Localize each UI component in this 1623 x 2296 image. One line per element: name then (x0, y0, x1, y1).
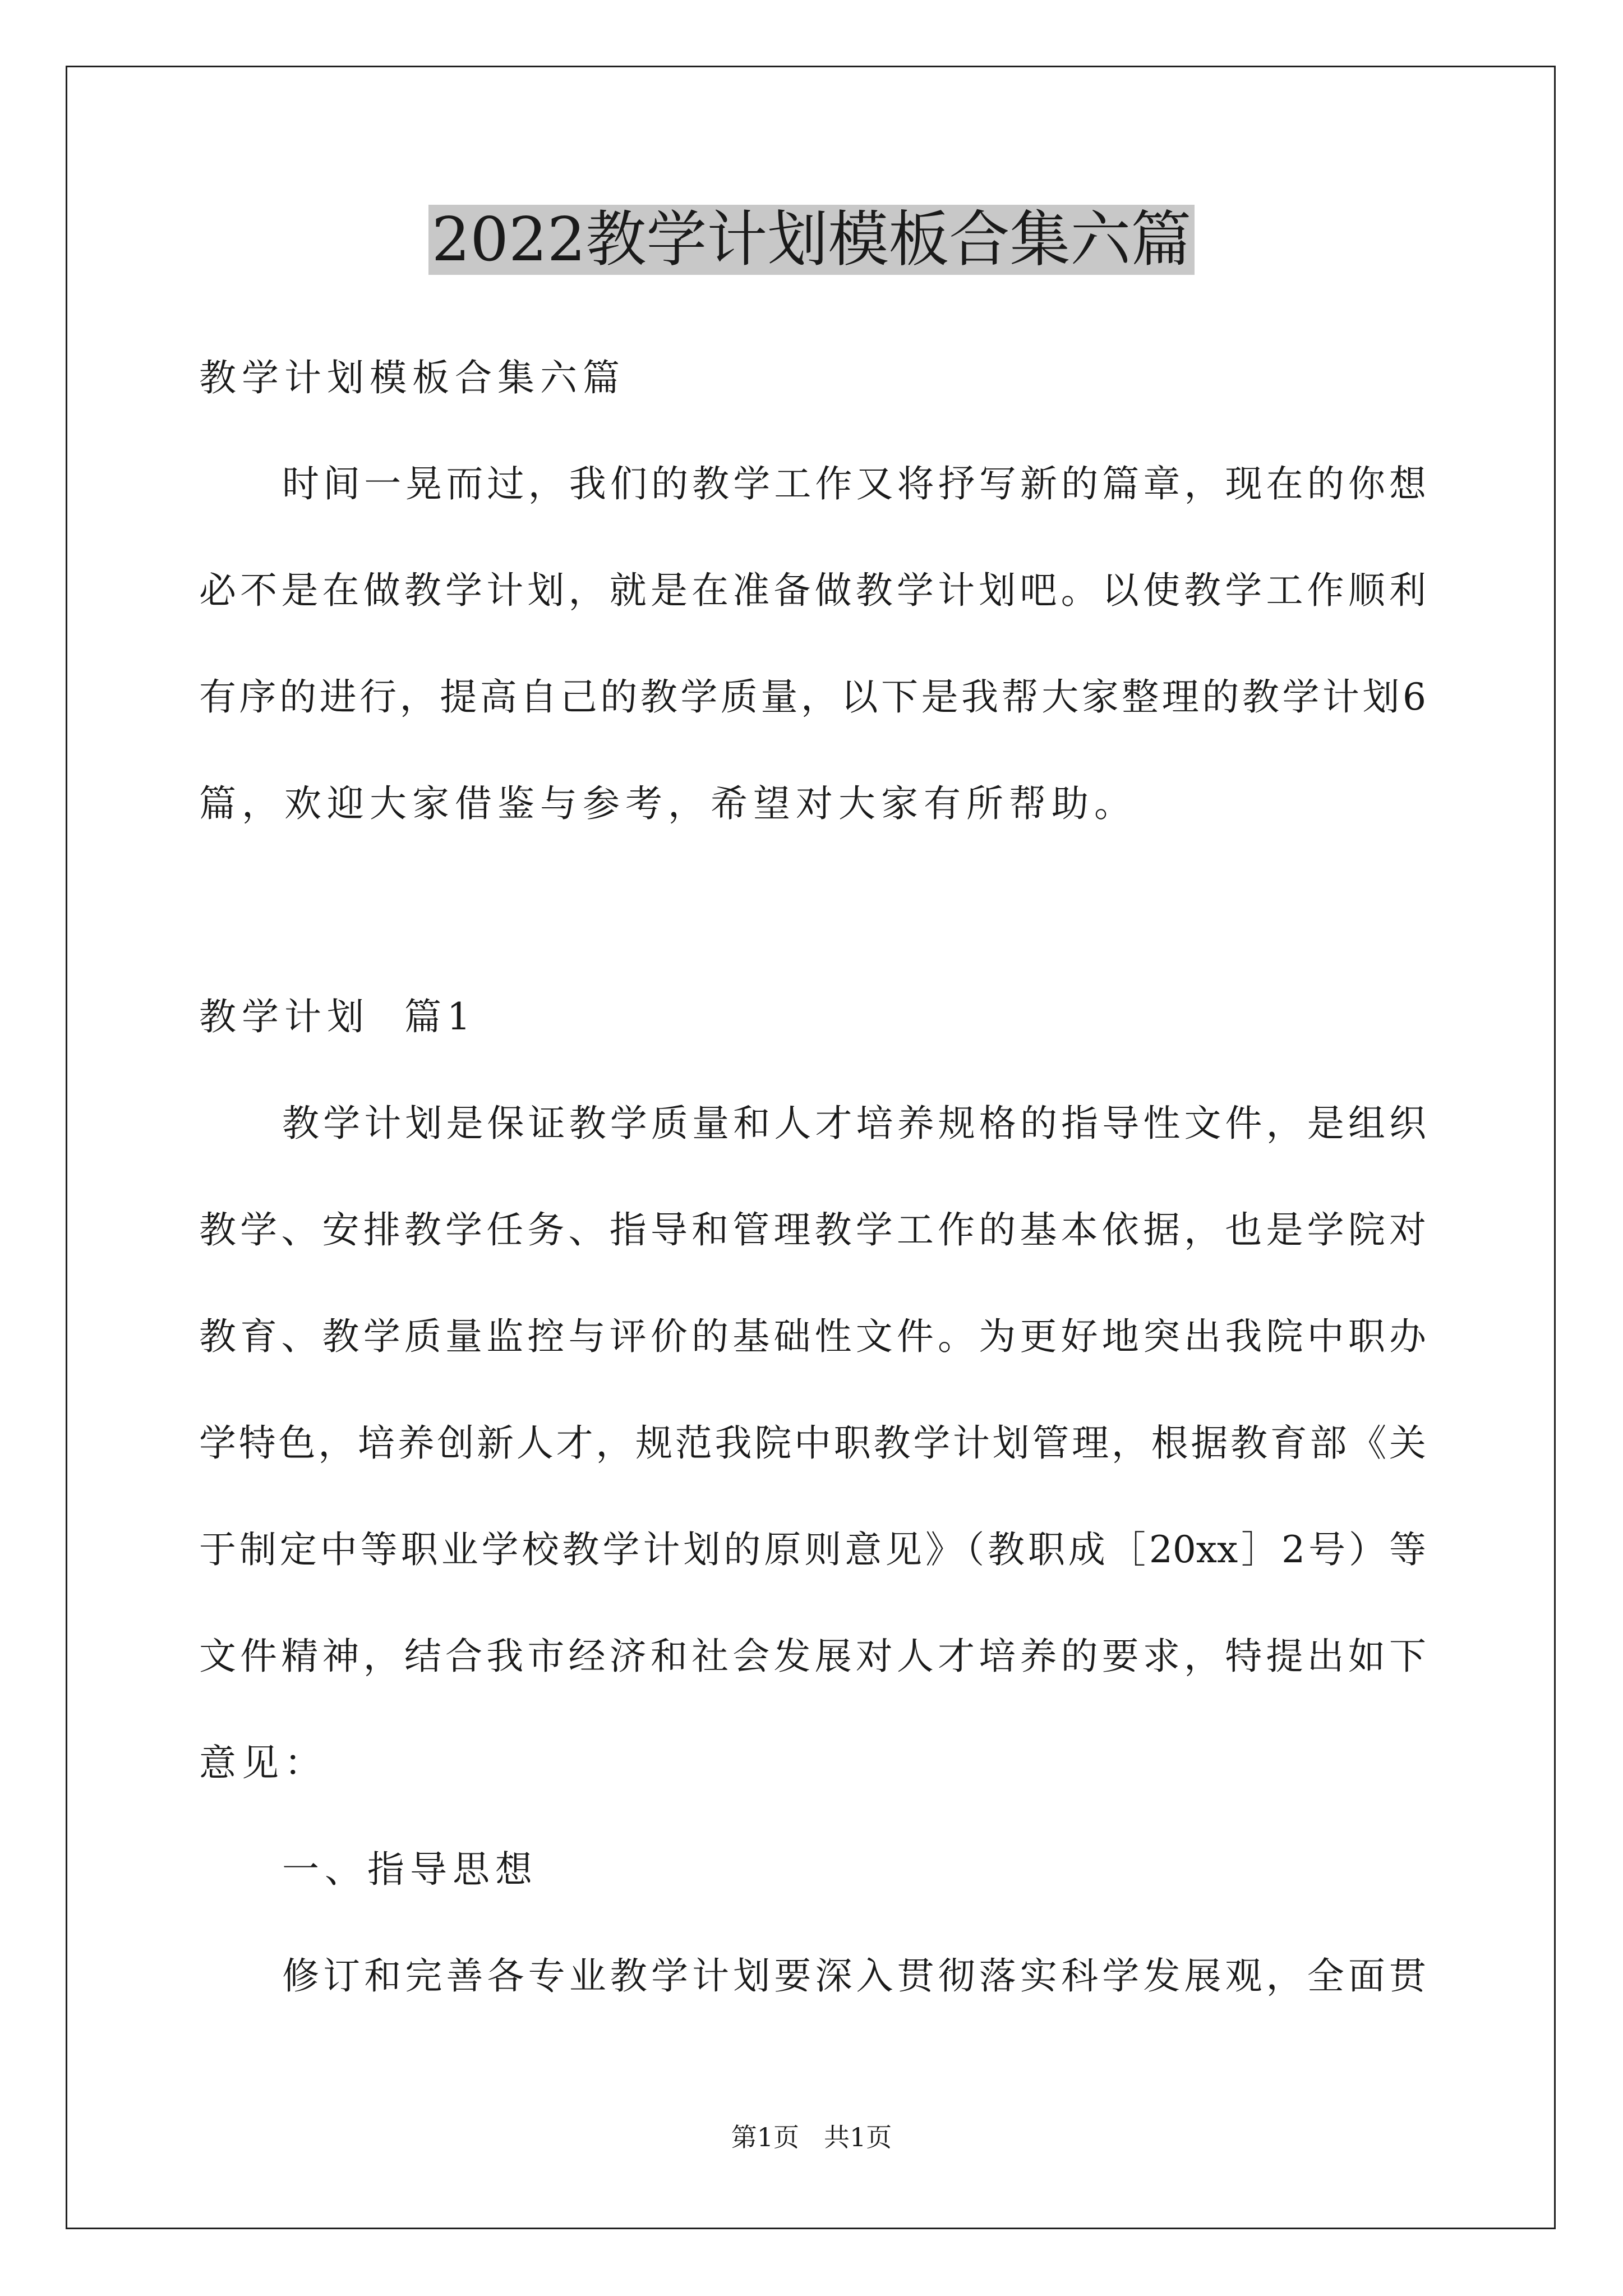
page-footer (0, 2120, 1623, 2154)
body-line: 修订和完善各专业教学计划要深入贯彻落实科学发展观，全面贯 (282, 1954, 1426, 1998)
body-line: 于制定中等职业学校教学计划的原则意见》（教职成［20xx］2号）等 (199, 1528, 1426, 1571)
body-line: 教学计划是保证教学质量和人才培养规格的指导性文件，是组织 (282, 1102, 1426, 1145)
intro-line: 有序的进行，提高自己的教学质量，以下是我帮大家整理的教学计划6 (199, 675, 1426, 719)
document-title-text: 2022教学计划模板合集六篇 (428, 205, 1195, 275)
intro-line: 时间一晃而过，我们的教学工作又将抒写新的篇章，现在的你想 (282, 462, 1426, 505)
body-line: 教育、教学质量监控与评价的基础性文件。为更好地突出我院中职办 (199, 1315, 1426, 1358)
document-subtitle: 教学计划模板合集六篇 (199, 356, 625, 399)
page-number: 第1页 (731, 2122, 799, 2152)
body-line: 学特色，培养创新人才，规范我院中职教学计划管理，根据教育部《关 (199, 1421, 1426, 1465)
body-line: 文件精神，结合我市经济和社会发展对人才培养的要求，特提出如下 (199, 1635, 1426, 1678)
section-heading: 教学计划 篇1 (199, 995, 476, 1038)
intro-line: 篇，欢迎大家借鉴与参考，希望对大家有所帮助。 (199, 782, 1137, 825)
body-line: 教学、安排教学任务、指导和管理教学工作的基本依据，也是学院对 (199, 1208, 1426, 1251)
page-total: 共1页 (824, 2122, 892, 2152)
body-line: 意见： (199, 1741, 327, 1784)
document-title (0, 201, 1623, 279)
section-subheading: 一、指导思想 (282, 1848, 538, 1891)
intro-line: 必不是在做教学计划，就是在准备做教学计划吧。以使教学工作顺利 (199, 569, 1426, 612)
